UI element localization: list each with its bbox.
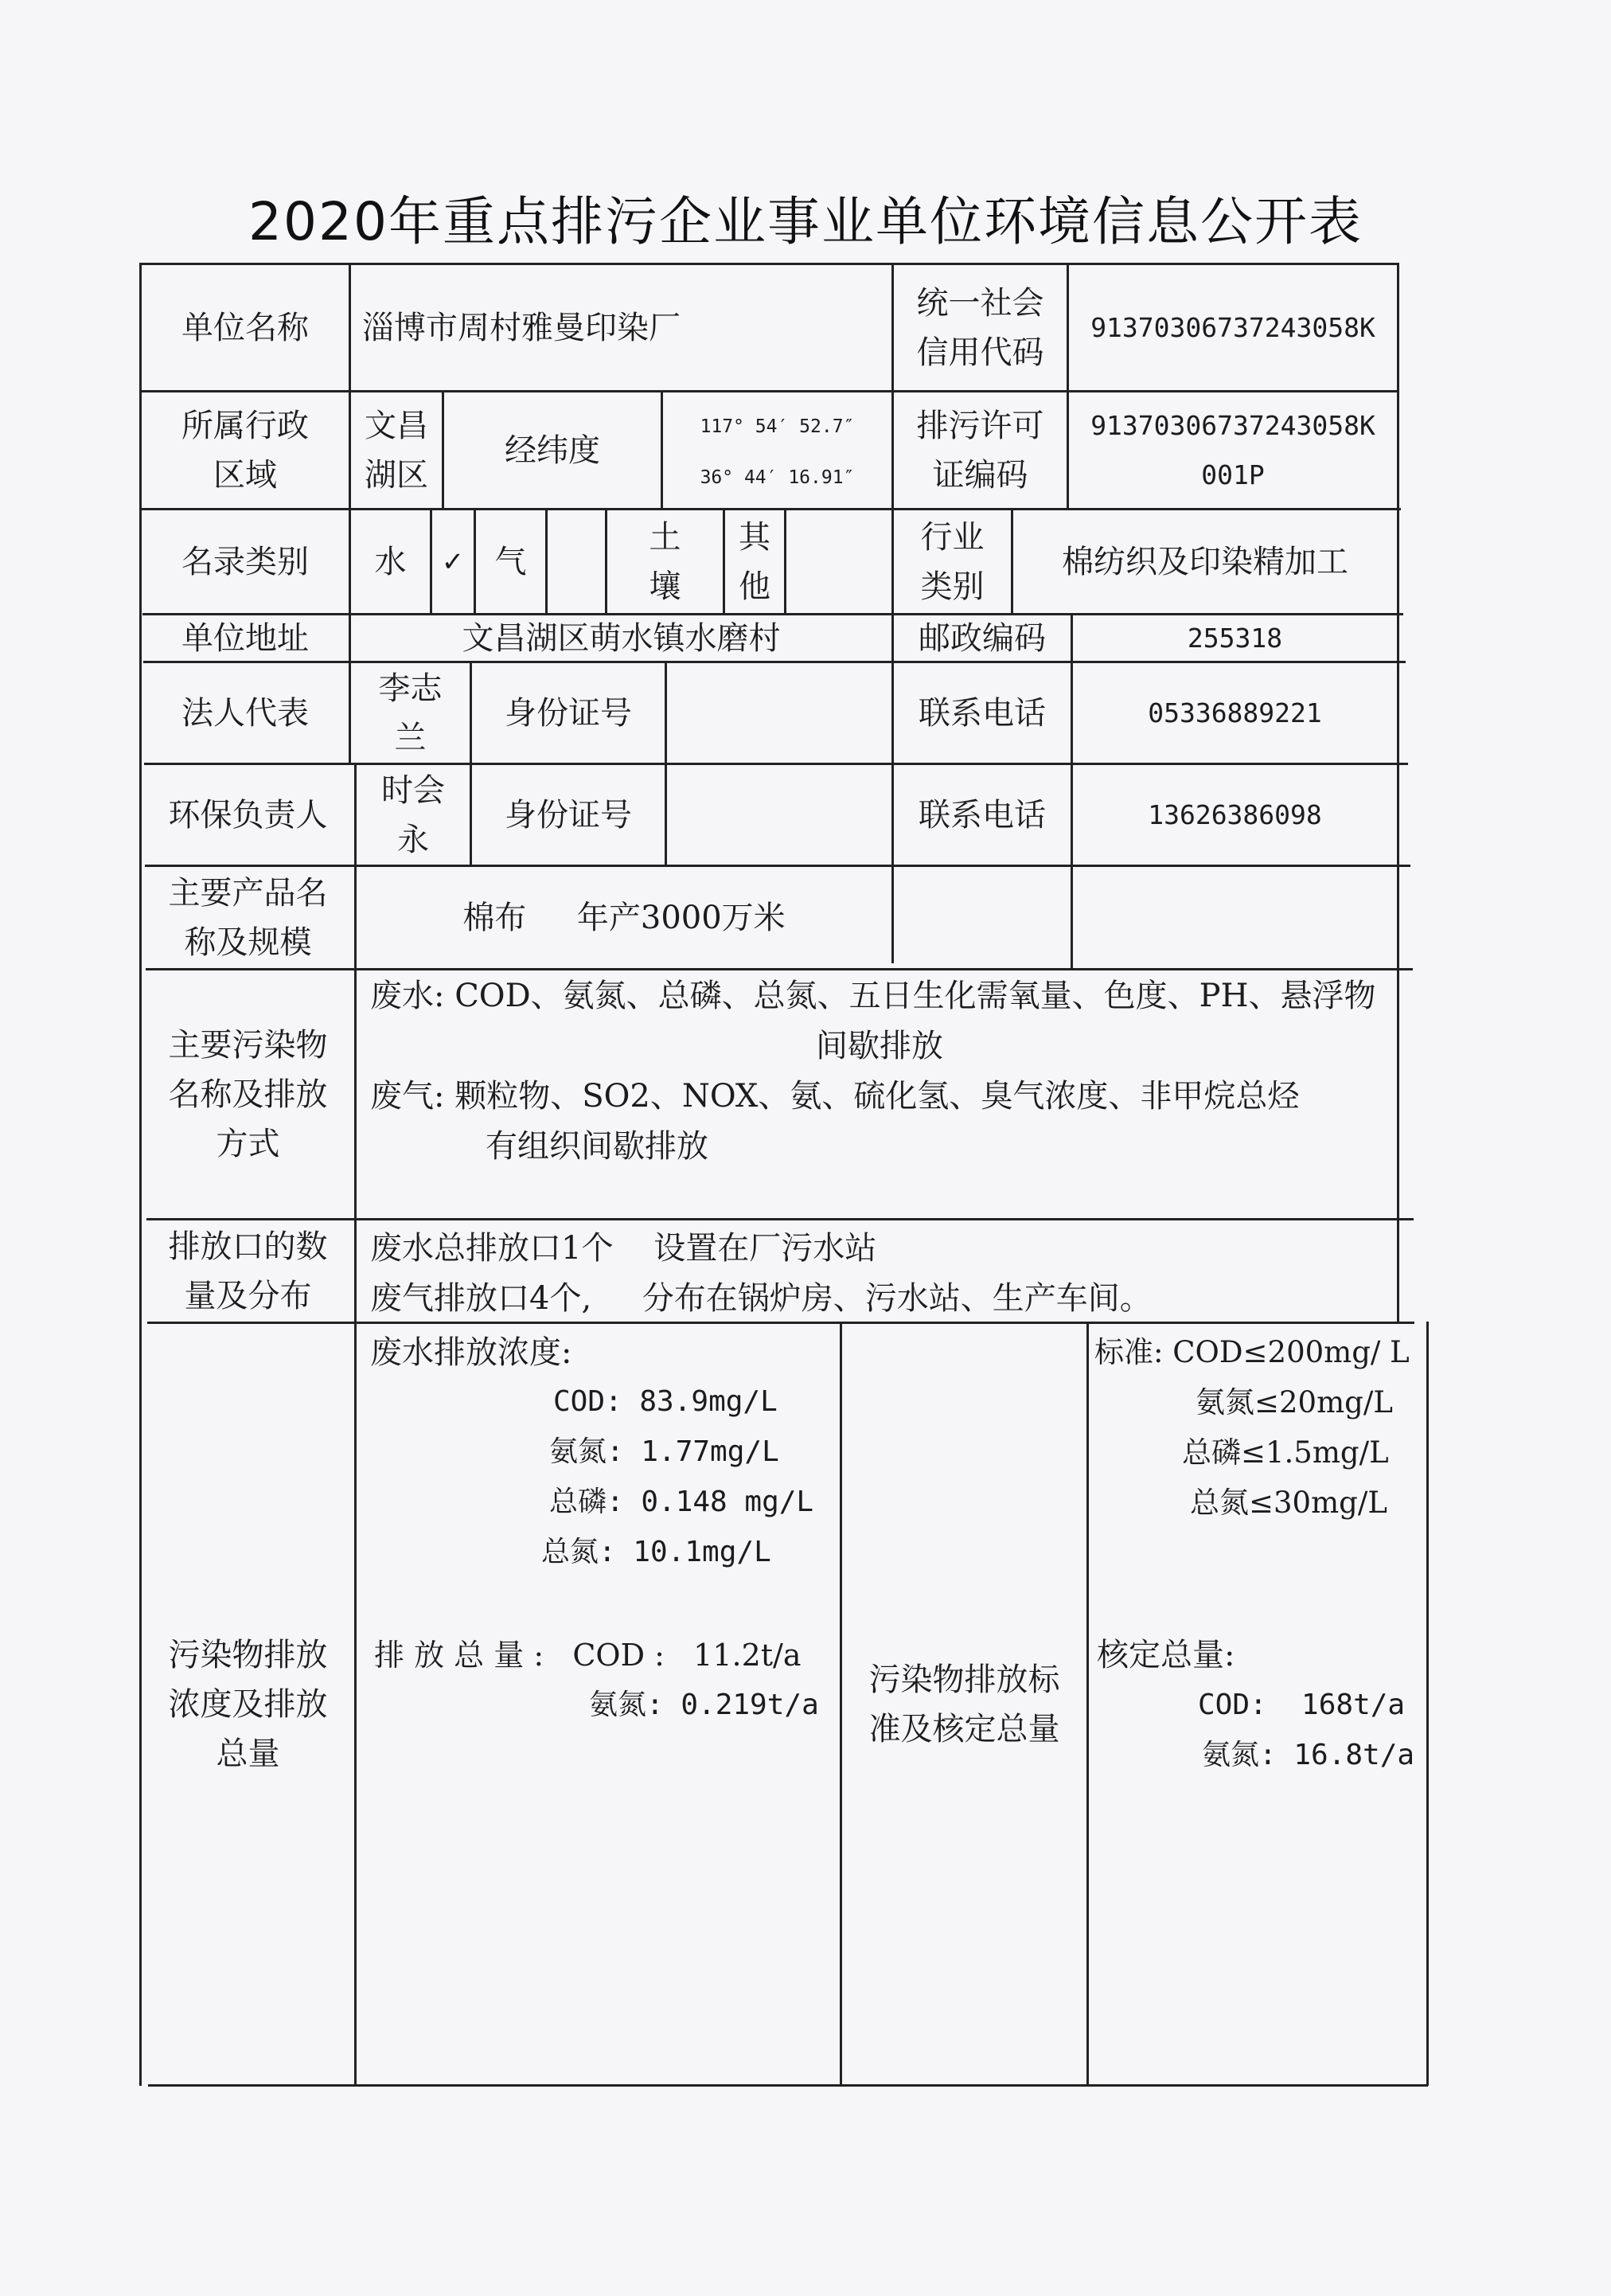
zip-value: 255318 (1187, 622, 1283, 654)
category-label: 名录类别 (181, 543, 309, 580)
outlet-label: 排放口的数 量及分布 (168, 1228, 328, 1314)
address-value: 文昌湖区萌水镇水磨村 (462, 619, 781, 657)
legal-rep-name: 李志 兰 (378, 670, 443, 756)
col-divider (1086, 1322, 1089, 2086)
gas-discharge-mode: 有组织间歇排放 (486, 1128, 708, 1165)
conc-nitrogen: 总氮: 10.1mg/L (541, 1536, 771, 1568)
std-nitrogen: 总氮≤30mg/L (1190, 1486, 1387, 1520)
legal-id-label: 身份证号 (505, 694, 632, 732)
pollutant-label: 主要污染物 名称及排放 方式 (168, 1026, 328, 1162)
water-pollutants: 废水: COD、氨氮、总磷、总氮、五日生化需氧量、色度、PH、悬浮物 (370, 978, 1376, 1014)
district-value: 文昌 湖区 (365, 407, 428, 494)
std-phosphorus: 总磷≤1.5mg/L (1182, 1435, 1389, 1470)
outlet-water: 废水总排放口1个 设置在厂污水站 (370, 1230, 877, 1267)
zip-label: 邮政编码 (919, 619, 1046, 657)
legal-phone-value: 05336889221 (1148, 697, 1322, 728)
air-option: 气 (494, 543, 527, 580)
env-manager-name: 时会 永 (381, 771, 445, 858)
table-border-right (1397, 263, 1399, 1322)
total-ammonia: 氨氮: 0.219t/a (589, 1689, 819, 1721)
conc-ammonia: 氨氮: 1.77mg/L (549, 1435, 779, 1468)
water-discharge-mode: 间歇排放 (816, 1028, 943, 1064)
water-check-icon: ✓ (441, 545, 465, 578)
industry-value: 棉纺织及印染精加工 (1062, 543, 1348, 580)
unit-name-value: 淄博市周村雅曼印染厂 (362, 309, 681, 346)
standard-label: 污染物排放标 准及核定总量 (868, 1661, 1060, 1747)
unit-name-label: 单位名称 (181, 309, 309, 346)
page-title: 2020年重点排污企业事业单位环境信息公开表 (248, 191, 1363, 252)
credit-code-value: 91370306737243058K (1090, 311, 1375, 343)
product-value: 棉布 年产3000万米 (462, 899, 786, 936)
legal-phone-label: 联系电话 (919, 694, 1046, 732)
conc-phosphorus: 总磷: 0.148 mg/L (549, 1486, 814, 1518)
std-cod: 标准: COD≤200mg/ L (1094, 1335, 1410, 1369)
gas-pollutants: 废气: 颗粒物、SO2、NOX、氨、硫化氢、臭气浓度、非甲烷总烃 (370, 1078, 1300, 1115)
table-border-bottom (148, 2084, 1428, 2087)
table-border-right (1426, 1322, 1429, 2086)
other-option: 其 他 (739, 518, 770, 605)
env-phone-value: 13626386098 (1148, 799, 1322, 830)
quota-ammonia: 氨氮: 16.8t/a (1202, 1739, 1415, 1771)
credit-code-label: 统一社会 信用代码 (916, 284, 1044, 371)
latitude-value: 36° 44′ 16.91″ (700, 467, 855, 488)
col-divider (665, 661, 667, 866)
longitude-value: 117° 54′ 52.7″ (700, 416, 855, 437)
product-label: 主要产品名 称及规模 (168, 874, 328, 961)
industry-label: 行业 类别 (920, 518, 985, 605)
conc-cod: COD: 83.9mg/L (553, 1385, 778, 1418)
emission-label: 污染物排放 浓度及排放 总量 (168, 1636, 328, 1772)
admin-label: 所属行政 区域 (181, 407, 309, 494)
env-phone-label: 联系电话 (919, 796, 1046, 834)
quota-title: 核定总量: (1097, 1637, 1235, 1673)
coordinates-label: 经纬度 (505, 431, 600, 469)
address-label: 单位地址 (181, 619, 309, 657)
col-divider (545, 508, 548, 613)
total-emission: 排 放 总 量 : COD : 11.2t/a (374, 1638, 802, 1673)
std-ammonia: 氨氮≤20mg/L (1196, 1385, 1393, 1419)
env-id-label: 身份证号 (505, 796, 632, 834)
env-manager-label: 环保负责人 (168, 796, 328, 834)
permit-value: 91370306737243058K 001P (1090, 409, 1375, 490)
quota-cod: COD: 168t/a (1198, 1689, 1406, 1721)
permit-label: 排污许可 证编码 (916, 407, 1044, 494)
soil-option: 土 壤 (649, 518, 681, 605)
col-divider (784, 508, 786, 613)
concentration-title: 废水排放浓度: (370, 1334, 572, 1371)
outlet-gas: 废气排放口4个, 分布在锅炉房、污水站、生产车间。 (370, 1280, 1152, 1317)
legal-rep-label: 法人代表 (181, 694, 309, 732)
water-option: 水 (374, 543, 407, 580)
